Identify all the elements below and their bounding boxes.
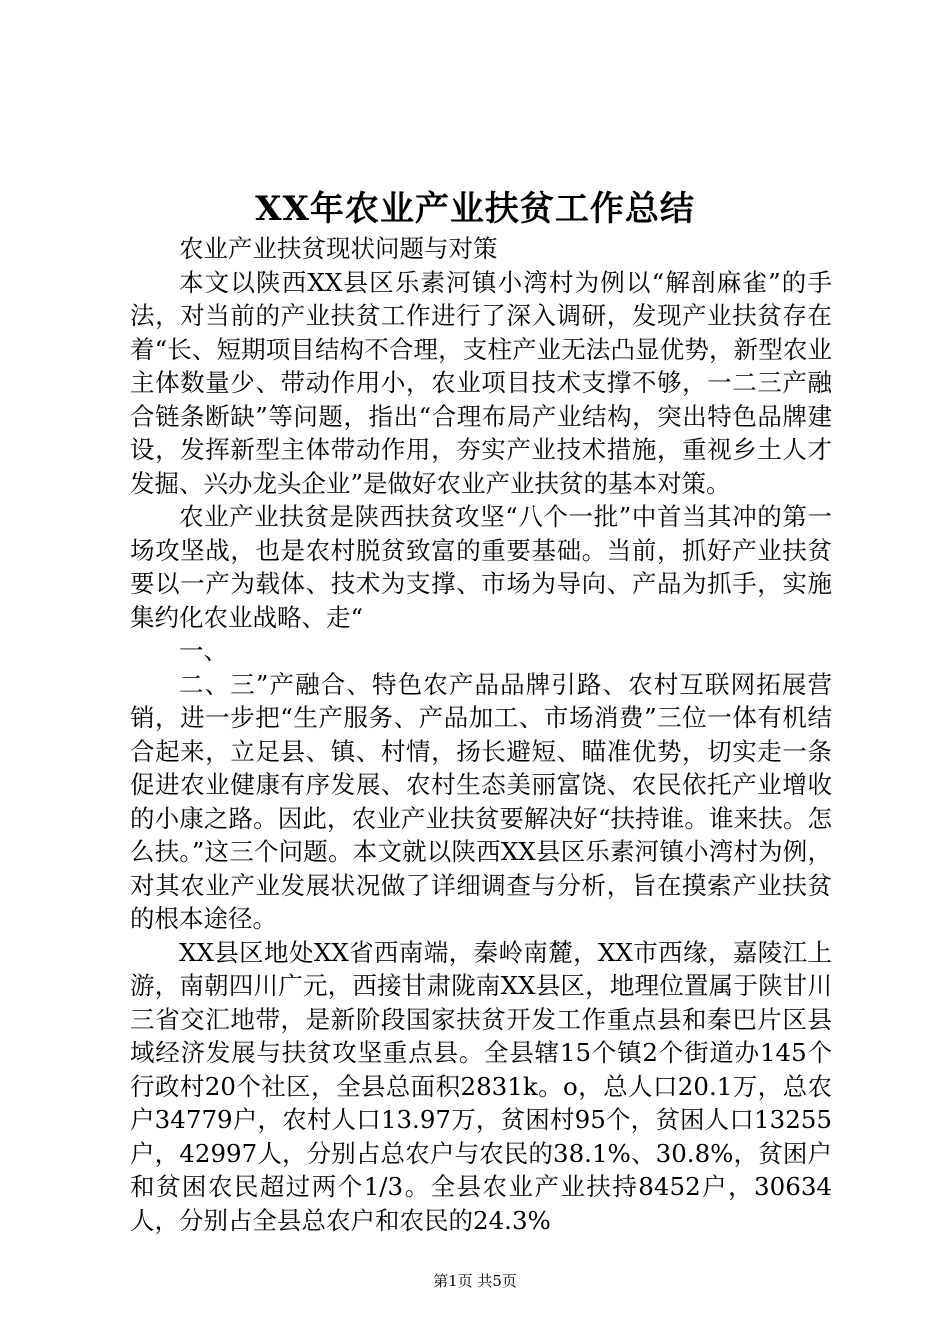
paragraph: XX县区地处XX省西南端，秦岭南麓，XX市西缘，嘉陵江上游，南朝四川广元，西接甘肃陇南XX县区，地理位置属于陕甘川三省交汇地带，是新阶段国家扶贫开发工作重点县和秦巴片区县域经济发展与扶贫攻坚重点县。全县辖15个镇2个街道办145个行政村20个社区，全县总面积2831k。o，总人口20.1万，总农户34779户，农村人口13.97万，贫困村95个，贫困人口13255户，42997人，分别占总农户与农民的38.1%、30.8%，贫困户和贫困农民超过两个1/3。全县农业产业扶持8452户，30634人，分别占全县总农户和农民的24.3%: [130, 937, 832, 1235]
paragraph: 二、三”产融合、特色农产品品牌引路、农村互联网拓展营销，进一步把“生产服务、产品加工、市场消费”三位一体有机结合起来，立足县、镇、村情，扬长避短、瞄准优势，切实走一条促进农业健康有序发展、农村生态美丽富饶、农民依托产业增收的小康之路。因此，农业产业扶贫要解决好“扶持谁。谁来扶。怎么扶。”这三个问题。本文就以陕西XX县区乐素河镇小湾村为例，对其农业产业发展状况做了详细调查与分析，旨在摸索产业扶贫的根本途径。: [130, 669, 832, 933]
document-title: XX年农业产业扶贫工作总结: [255, 189, 695, 229]
paragraph: 农业产业扶贫是陕西扶贫攻坚“八个一批”中首当其冲的第一场攻坚战，也是农村脱贫致富的重要基础。当前，抓好产业扶贫要以一产为载体、技术为支撑、市场为导向、产品为抓手，实施集约化农业战略、走“: [130, 502, 832, 632]
paragraph-subtitle: 农业产业扶贫现状问题与对策: [179, 234, 498, 263]
document-body: [130, 232, 832, 1237]
paragraph: 一、: [179, 636, 228, 665]
page-footer: 第1页 共5页: [433, 1272, 517, 1290]
paragraph: 本文以陕西XX县区乐素河镇小湾村为例以“解剖麻雀”的手法，对当前的产业扶贫工作进行了深入调研，发现产业扶贫存在着“长、短期项目结构不合理，支柱产业无法凸显优势，新型农业主体数量少、带动作用小，农业项目技术支撑不够，一二三产融合链条断缺”等问题，指出“合理布局产业结构，突出特色品牌建设，发挥新型主体带动作用，夯实产业技术措施，重视乡土人才发掘、兴办龙头企业”是做好农业产业扶贫的基本对策。: [130, 267, 832, 498]
